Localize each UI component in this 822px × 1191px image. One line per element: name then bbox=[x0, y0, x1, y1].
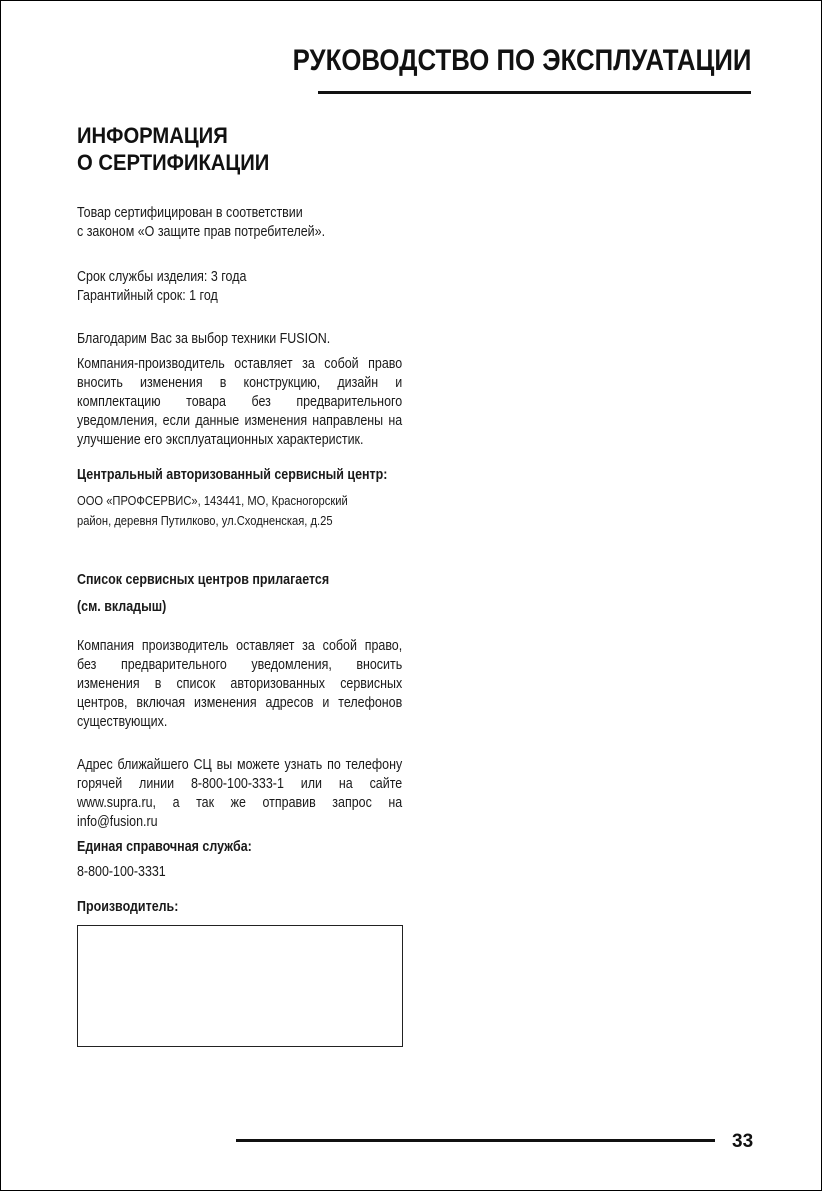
terms-block bbox=[77, 268, 402, 306]
section-heading-line2: О СЕРТИФИКАЦИИ bbox=[77, 150, 270, 175]
header-rule bbox=[318, 91, 751, 94]
section-heading bbox=[77, 122, 377, 176]
disclaimer-text: Компания-производитель оставляет за собой право вносить изменения в конструкцию, дизайн и комплектацию товара без предварительного уведомления, если данные изменения направлены на улучшение его эксплуатационных характеристик. bbox=[77, 356, 403, 448]
certification-line2: с законом «О защите прав потребителей». bbox=[77, 224, 326, 240]
footer-rule bbox=[236, 1139, 715, 1142]
certification-line1: Товар сертифицирован в соответствии bbox=[77, 205, 303, 221]
page-header-title: РУКОВОДСТВО ПО ЭКСПЛУАТАЦИИ bbox=[292, 44, 751, 77]
section-heading-line1: ИНФОРМАЦИЯ bbox=[77, 123, 228, 148]
helpline-heading: Единая справочная служба: bbox=[77, 839, 252, 855]
manufacturer-box bbox=[77, 925, 403, 1047]
warranty-text: Гарантийный срок: 1 год bbox=[77, 288, 218, 304]
service-list-line2: (см. вкладыш) bbox=[77, 599, 167, 615]
main-content bbox=[77, 122, 403, 1047]
nearest-center-text: Адрес ближайшего СЦ вы можете узнать по телефону горячей линии 8-800-100-333-1 или на сайте www.supra.ru, а так же отправив запрос на info@fusion.ru bbox=[77, 757, 403, 830]
service-center-address-line2: район, деревня Путилково, ул.Сходненская, д.25 bbox=[77, 513, 333, 528]
service-life-text: Срок службы изделия: 3 года bbox=[77, 269, 247, 285]
service-list-line1: Список сервисных центров прилагается bbox=[77, 572, 330, 588]
certification-text bbox=[77, 204, 402, 242]
service-center-address bbox=[77, 491, 402, 531]
thanks-text: Благодарим Вас за выбор техники FUSION. bbox=[77, 331, 331, 347]
service-center-address-line1: ООО «ПРОФСЕРВИС», 143441, МО, Красногорский bbox=[77, 493, 348, 508]
list-disclaimer-text: Компания производитель оставляет за собой право, без предварительного уведомления, вносить изменения в список авторизованных сервисных центров, включая изменения адресов и телефонов существующих. bbox=[77, 638, 403, 730]
page-number: 33 bbox=[732, 1131, 754, 1152]
service-list-heading bbox=[77, 565, 402, 619]
helpline-phone: 8-800-100-3331 bbox=[77, 864, 166, 880]
service-center-heading: Центральный авторизованный сервисный центр: bbox=[77, 467, 388, 483]
manufacturer-heading: Производитель: bbox=[77, 899, 179, 915]
